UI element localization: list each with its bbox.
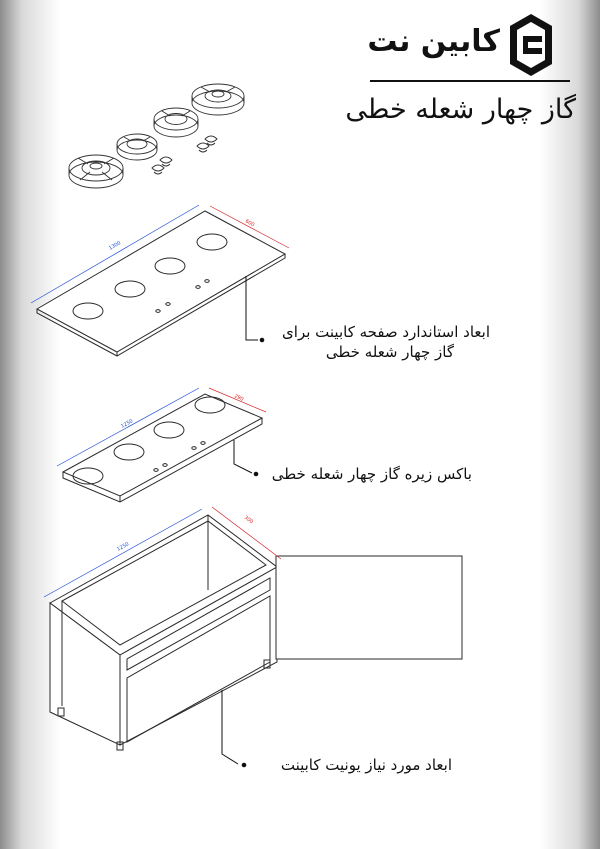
countertop-depth-dimension: 600 (244, 218, 256, 229)
countertop-leader (246, 276, 258, 340)
gas-box-leader (234, 440, 252, 473)
gas-box-length-dimension: 1250 (120, 418, 135, 430)
page-title: گاز چهار شعله خطی (345, 94, 576, 125)
cabinet-unit-leader (222, 690, 238, 764)
burner-grate-4 (192, 84, 244, 115)
countertop-length-dimension: 1300 (108, 240, 123, 252)
cabinet-unit-drawing (44, 507, 462, 750)
cabinet-unit-leader-dot (242, 763, 247, 768)
gas-box-drawing (57, 388, 266, 502)
gas-box-depth-dimension: 290 (233, 393, 245, 403)
countertop-drawing (31, 205, 289, 356)
unit-depth-dimension: 300 (242, 514, 255, 526)
control-knobs (152, 136, 217, 174)
unit-length-dimension: 1250 (116, 541, 131, 553)
cabinet-unit-label: ابعاد مورد نیاز یونیت کابینت (280, 756, 452, 774)
brand-name: کابین نت (367, 24, 500, 59)
gas-box-label: باکس زیره گاز چهار شعله خطی (271, 465, 472, 483)
burner-parts-illustration (69, 84, 244, 188)
burner-grate-1 (69, 155, 123, 188)
countertop-label-line2: گاز چهار شعله خطی (325, 343, 454, 361)
burner-grate-2 (117, 134, 157, 160)
countertop-label-line1: ابعاد استاندارد صفحه کابینت برای (282, 323, 490, 341)
gas-box-leader-dot (254, 472, 259, 477)
burner-grate-3 (154, 108, 198, 137)
